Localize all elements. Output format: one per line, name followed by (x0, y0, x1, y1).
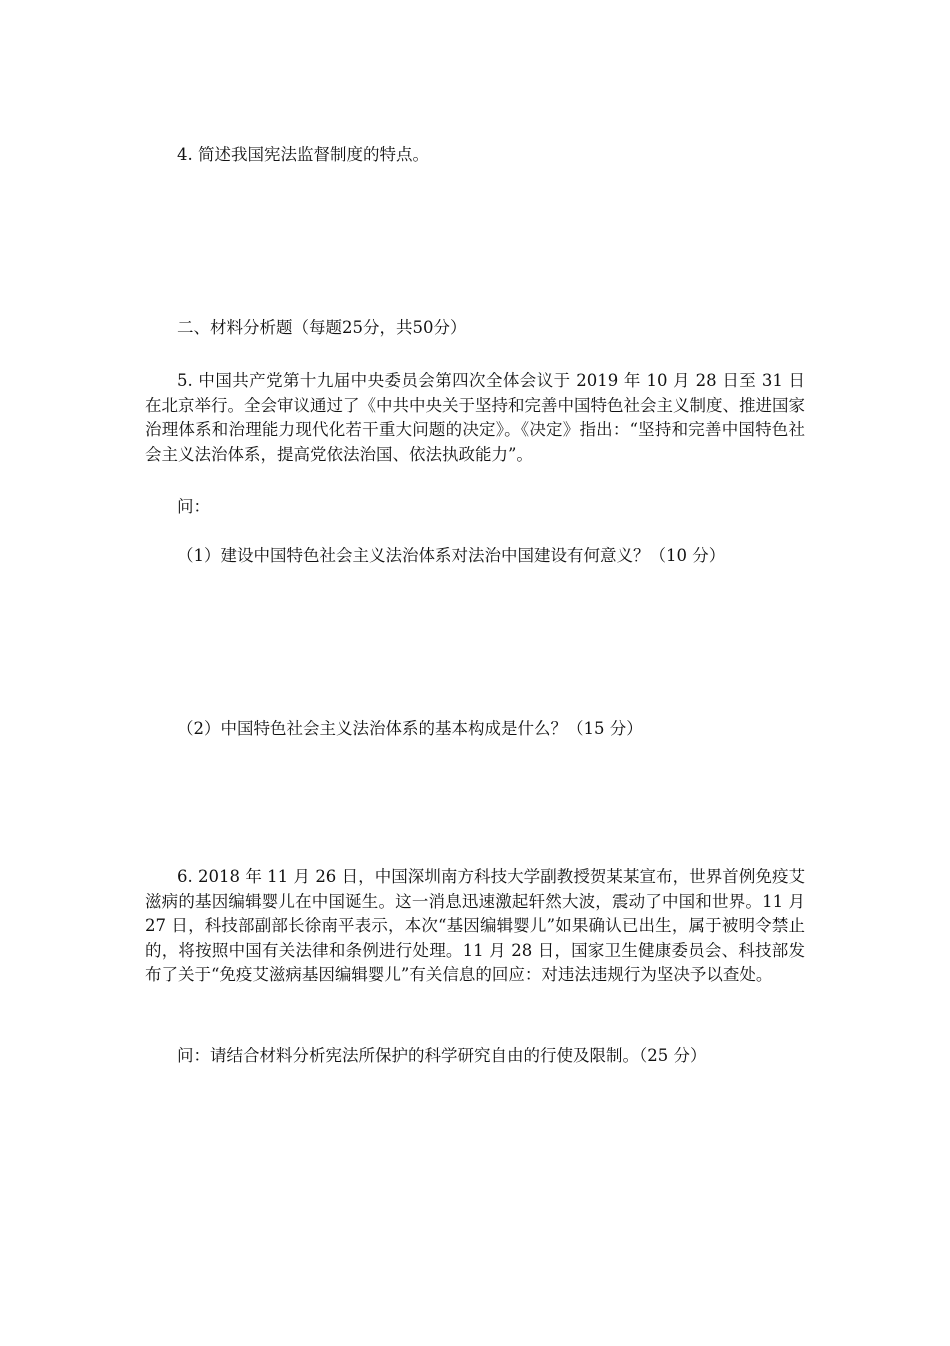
question-5-material: 5. 中国共产党第十九届中央委员会第四次全体会议于 2019 年 10 月 28 日至 31 日在北京举行。全会审议通过了《中共中央关于坚持和完善中国特色社会主义制度、推进国家治理体系和治理能力现代化若干重大问题的决定》。《决定》指出：“坚持和完善中国特色社会主义法治体系，提高党依法治国、依法执政能力”。 (145, 371, 805, 464)
question-5-sub-2: （2）中国特色社会主义法治体系的基本构成是什么？（15 分） (177, 719, 643, 738)
section-heading: 二、材料分析题（每题25分，共50分） (177, 318, 467, 337)
question-5-sub-1: （1）建设中国特色社会主义法治体系对法治中国建设有何意义？（10 分） (177, 546, 726, 565)
question-5-ask: 问： (177, 497, 210, 516)
question-6-ask: 问：请结合材料分析宪法所保护的科学研究自由的行使及限制。（25 分） (177, 1046, 707, 1065)
question-6-material: 6. 2018 年 11 月 26 日，中国深圳南方科技大学副教授贺某某宣布，世界首例免疫艾滋病的基因编辑婴儿在中国诞生。这一消息迅速激起轩然大波，震动了中国和世界。11 月 27 日，科技部副部长徐南平表示，本次“基因编辑婴儿”如果确认已出生，属于被明令禁止的，将按照中国有关法律和条例进行处理。11 月 28 日，国家卫生健康委员会、科技部发布了关于“免疫艾滋病基因编辑婴儿”有关信息的回应：对违法违规行为坚决予以查处。 (145, 867, 805, 984)
question-4: 4. 简述我国宪法监督制度的特点。 (177, 145, 429, 164)
